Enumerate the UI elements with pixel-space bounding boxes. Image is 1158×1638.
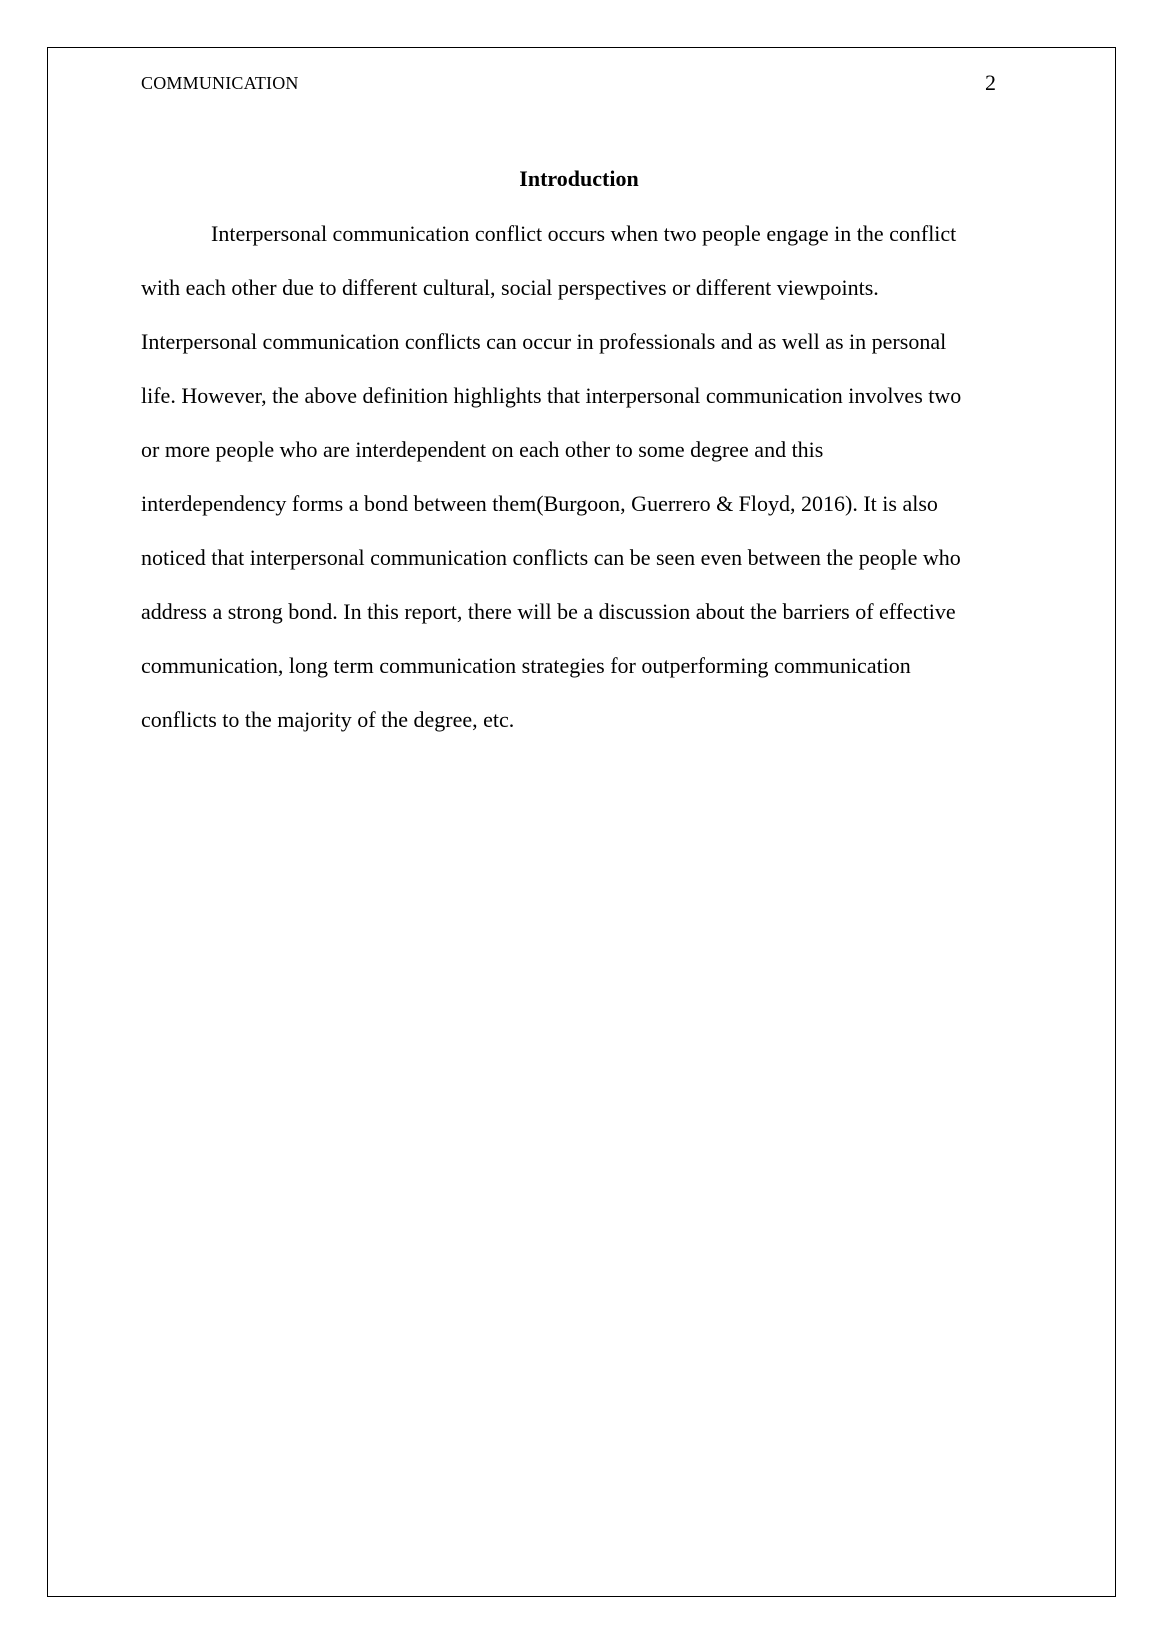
paragraph-line: noticed that interpersonal communication conflicts can be seen even between the people who [141,545,961,570]
section-heading: Introduction [519,166,639,191]
paragraph-line: interdependency forms a bond between them(Burgoon, Guerrero & Floyd, 2016). It is also [141,491,938,516]
paragraph-line: address a strong bond. In this report, there will be a discussion about the barriers of effective [141,599,956,624]
paragraph-line: with each other due to different cultural, social perspectives or different viewpoints. [141,275,879,300]
page-number: 2 [985,70,996,95]
paragraph-line: Interpersonal communication conflicts can occur in professionals and as well as in personal [141,329,947,354]
paragraph-line: Interpersonal communication conflict occurs when two people engage in the conflict [211,221,957,246]
paragraph-line: communication, long term communication strategies for outperforming communication [141,653,911,678]
running-head: COMMUNICATION [141,73,299,93]
paragraph-line: life. However, the above definition highlights that interpersonal communication involves two [141,383,962,408]
paragraph-line: conflicts to the majority of the degree, etc. [141,707,515,732]
paragraph-line: or more people who are interdependent on each other to some degree and this [141,437,824,462]
